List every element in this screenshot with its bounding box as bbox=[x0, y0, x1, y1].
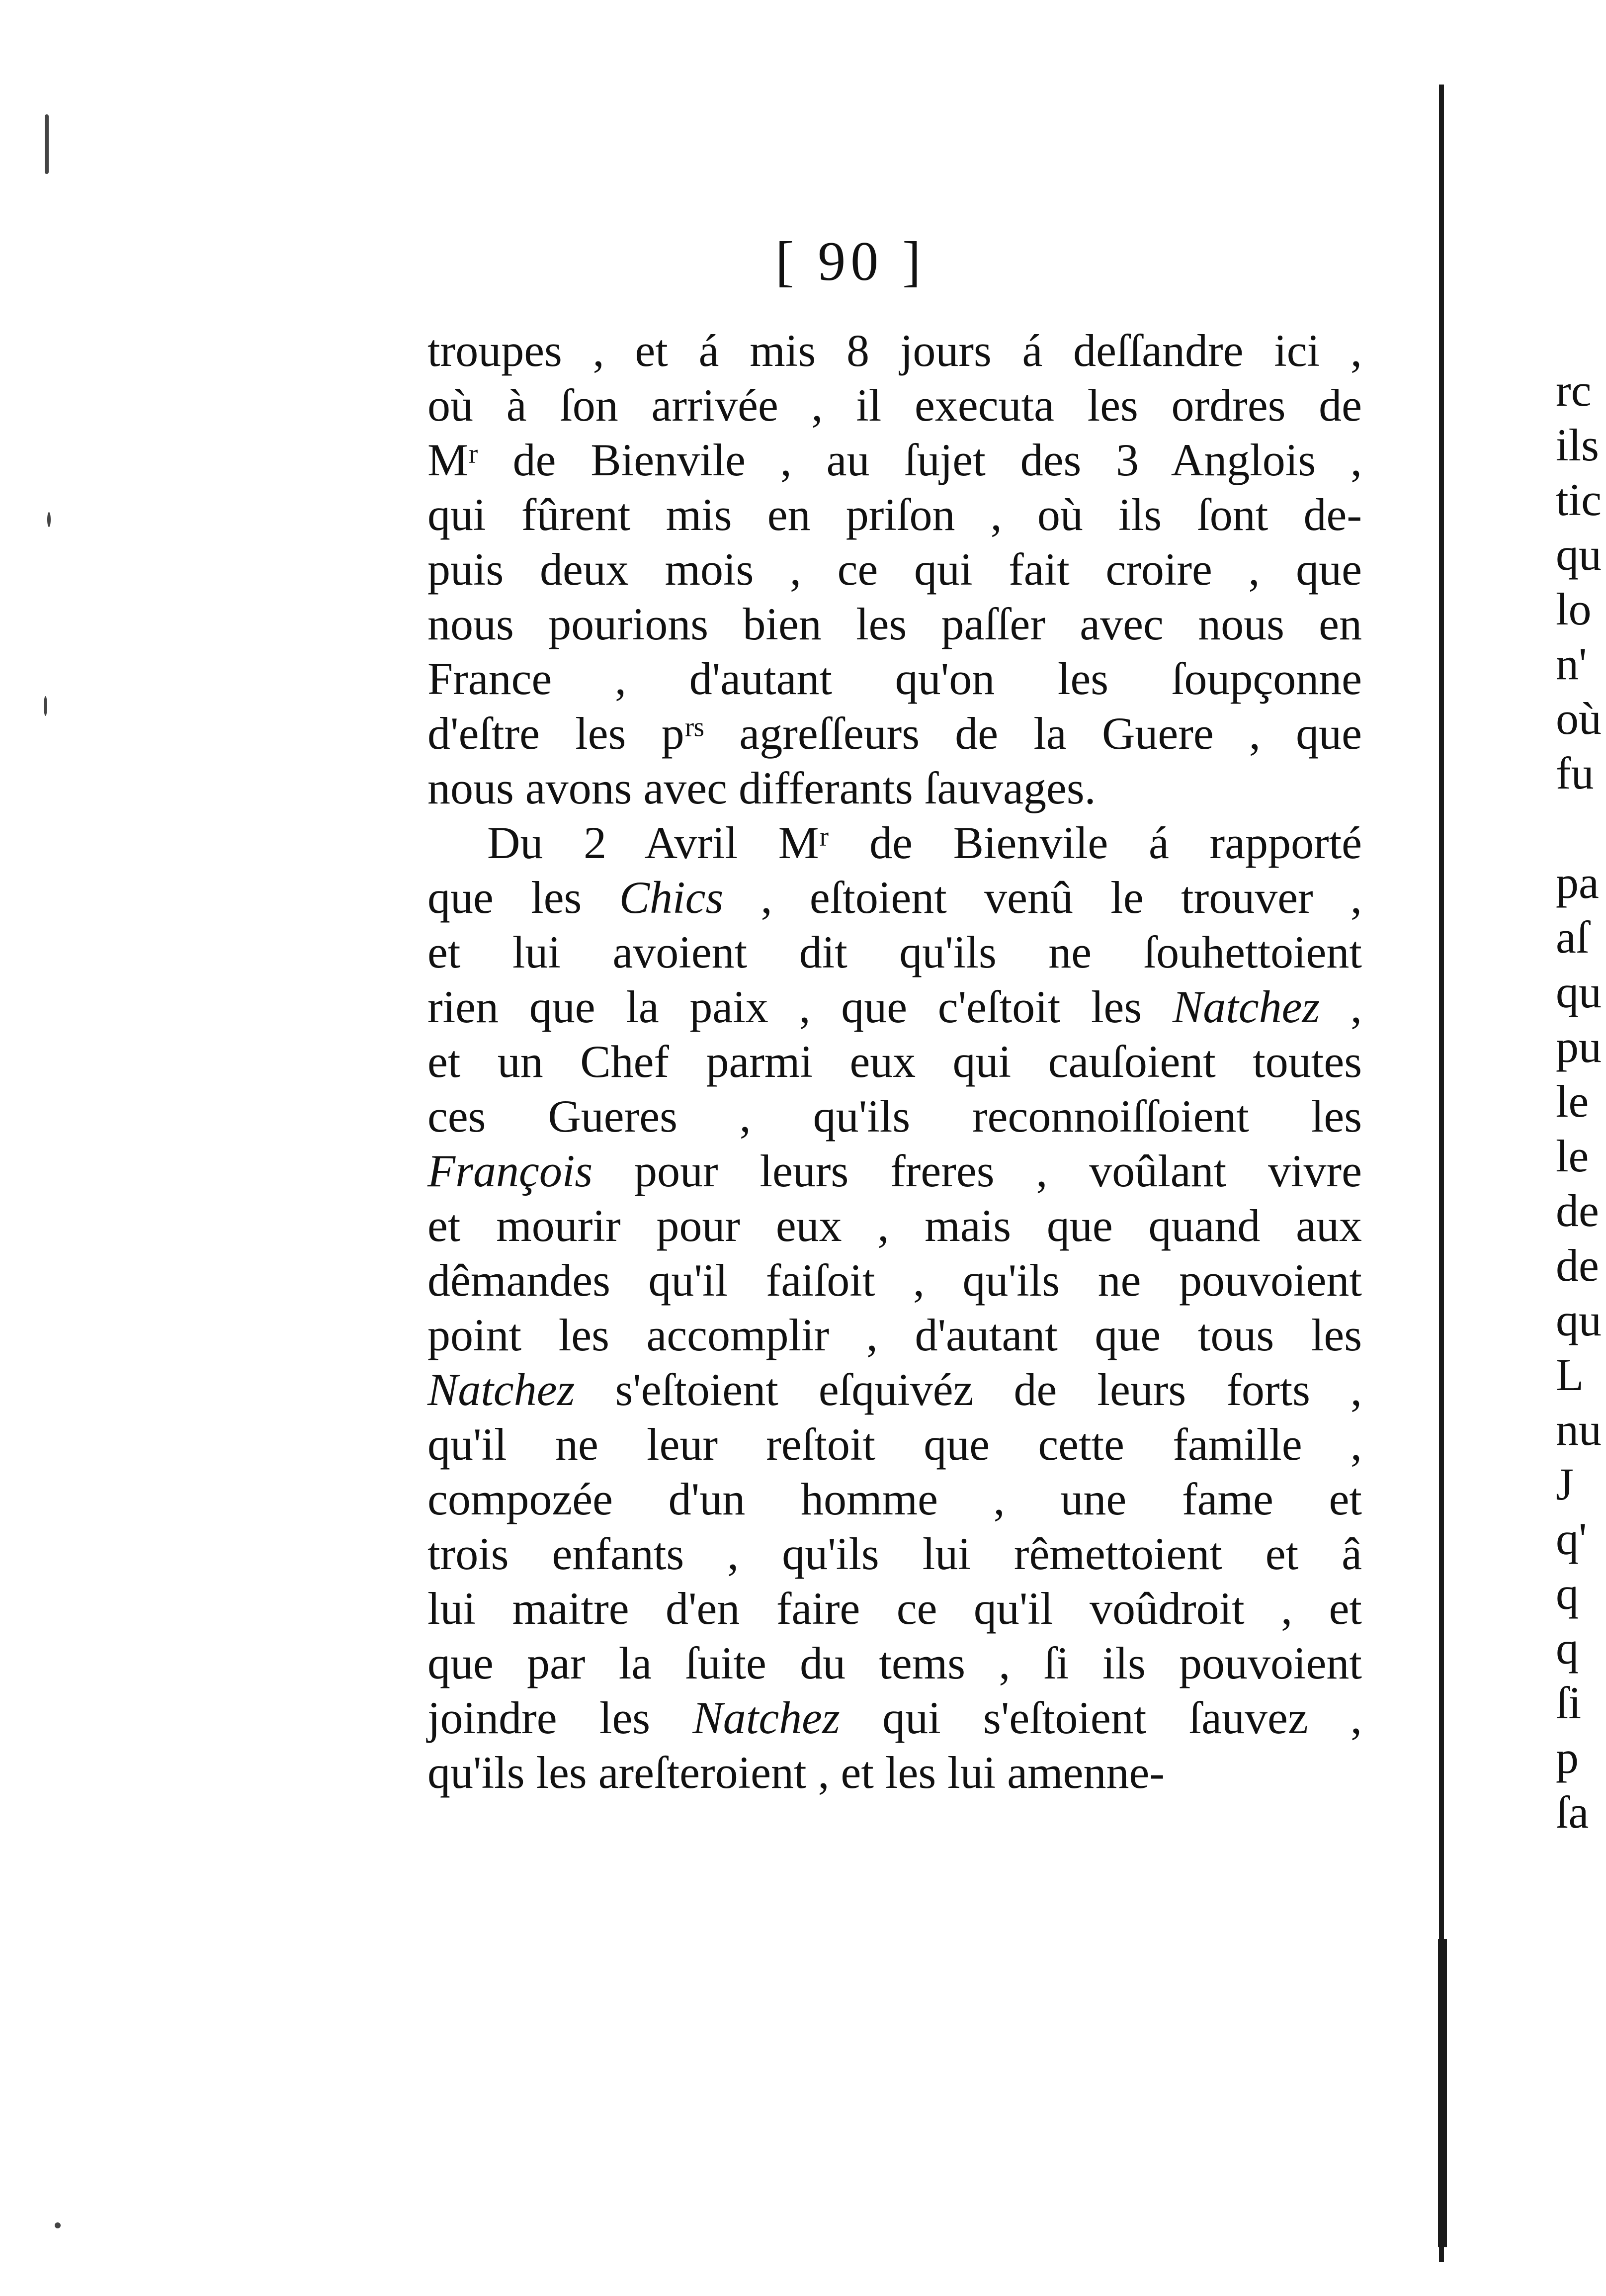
text-line: et un Chef parmi eux qui cauſoient toutes bbox=[427, 1036, 1362, 1087]
text-line: Mʳ de Bienvile , au ſujet des 3 Anglois , bbox=[427, 435, 1362, 485]
facing-page-fragment: ſi bbox=[1556, 1678, 1582, 1728]
facing-page-fragment: ils bbox=[1556, 420, 1599, 470]
facing-page-fragment: qu bbox=[1556, 967, 1602, 1017]
text-line: que les Chics , eſtoient venû le trouver , bbox=[427, 872, 1362, 923]
facing-page-fragment: p bbox=[1556, 1732, 1579, 1783]
facing-page-fragment: tic bbox=[1556, 474, 1602, 525]
text-line: et lui avoient dit qu'ils ne ſouhettoient bbox=[427, 927, 1362, 977]
facing-page-fragment: qu bbox=[1556, 529, 1602, 580]
facing-page-fragment: q bbox=[1556, 1623, 1579, 1674]
text-line: et mourir pour eux , mais que quand aux bbox=[427, 1200, 1362, 1251]
gutter-shadow-line bbox=[1439, 85, 1444, 2262]
text-line: nous pourions bien les paſſer avec nous en bbox=[427, 599, 1362, 649]
facing-page-fragment: L bbox=[1556, 1349, 1584, 1400]
text-line: François pour leurs freres , voûlant vivre bbox=[427, 1146, 1362, 1196]
facing-page-fragment: de bbox=[1556, 1185, 1599, 1236]
text-line: puis deux mois , ce qui fait croire , que bbox=[427, 544, 1362, 595]
facing-page-fragment: lo bbox=[1556, 584, 1592, 634]
facing-page-fragment: rc bbox=[1556, 365, 1592, 416]
text-line: trois enfants , qu'ils lui rêmettoient et â bbox=[427, 1528, 1362, 1579]
facing-page-fragment: le bbox=[1556, 1076, 1589, 1127]
facing-page-fragment: q bbox=[1556, 1568, 1579, 1619]
facing-page-fragment: de bbox=[1556, 1240, 1599, 1291]
text-line: Natchez s'eſtoient eſquivéz de leurs forts , bbox=[427, 1364, 1362, 1415]
left-margin-speck bbox=[44, 696, 47, 716]
text-line: où à ſon arrivée , il executa les ordres de bbox=[427, 380, 1362, 431]
text-line: d'eſtre les pʳˢ agreſſeurs de la Guere , que bbox=[427, 708, 1362, 759]
text-line: que par la ſuite du tems , ſi ils pouvoient bbox=[427, 1638, 1362, 1688]
facing-page-edge bbox=[1556, 363, 1606, 1840]
text-line: troupes , et á mis 8 jours á deſſandre ici , bbox=[427, 325, 1362, 376]
facing-page-fragment: fu bbox=[1556, 748, 1594, 798]
text-line: nous avons avec differants ſauvages. bbox=[427, 763, 1096, 813]
facing-page-fragment: aſ bbox=[1556, 912, 1589, 963]
facing-page-fragment: le bbox=[1556, 1131, 1589, 1181]
facing-page-fragment: J bbox=[1556, 1459, 1574, 1509]
text-line: compozée d'un homme , une fame et bbox=[427, 1474, 1362, 1524]
facing-page-fragment: q' bbox=[1556, 1513, 1587, 1564]
facing-page-fragment: où bbox=[1556, 693, 1602, 744]
text-line: qui fûrent mis en priſon , où ils ſont de- bbox=[427, 489, 1362, 540]
text-line: Du 2 Avril Mʳ de Bienvile á rapporté bbox=[487, 817, 1362, 868]
facing-page-fragment: nu bbox=[1556, 1404, 1602, 1455]
facing-page-fragment: qu bbox=[1556, 1295, 1602, 1345]
facing-page-fragment: n' bbox=[1556, 638, 1587, 689]
left-margin-speck bbox=[45, 114, 49, 174]
text-line: ces Gueres , qu'ils reconnoiſſoient les bbox=[427, 1091, 1362, 1142]
facing-page-fragment: pu bbox=[1556, 1021, 1602, 1072]
text-line: qu'ils les areſteroient , et les lui amenne- bbox=[427, 1747, 1165, 1798]
left-margin-speck bbox=[47, 512, 51, 527]
body-text bbox=[427, 323, 1362, 1800]
text-line: France , d'autant qu'on les ſoupçonne bbox=[427, 653, 1362, 704]
gutter-shadow-bottom bbox=[1438, 1939, 1447, 2247]
text-line: rien que la paix , que c'eſtoit les Natchez , bbox=[427, 981, 1362, 1032]
facing-page-fragment: pa bbox=[1556, 857, 1599, 908]
page-number: [ 90 ] bbox=[775, 231, 926, 292]
text-line: joindre les Natchez qui s'eſtoient ſauvez , bbox=[427, 1692, 1362, 1743]
facing-page-fragment: ſa bbox=[1556, 1787, 1589, 1838]
bottom-edge-speck bbox=[55, 2222, 61, 2228]
text-line: dêmandes qu'il faiſoit , qu'ils ne pouvoient bbox=[427, 1255, 1362, 1306]
text-line: point les accomplir , d'autant que tous les bbox=[427, 1310, 1362, 1360]
text-line: qu'il ne leur reſtoit que cette famille , bbox=[427, 1419, 1362, 1470]
text-line: lui maitre d'en faire ce qu'il voûdroit , et bbox=[427, 1583, 1362, 1634]
facing-page-fragment bbox=[1556, 800, 1606, 855]
